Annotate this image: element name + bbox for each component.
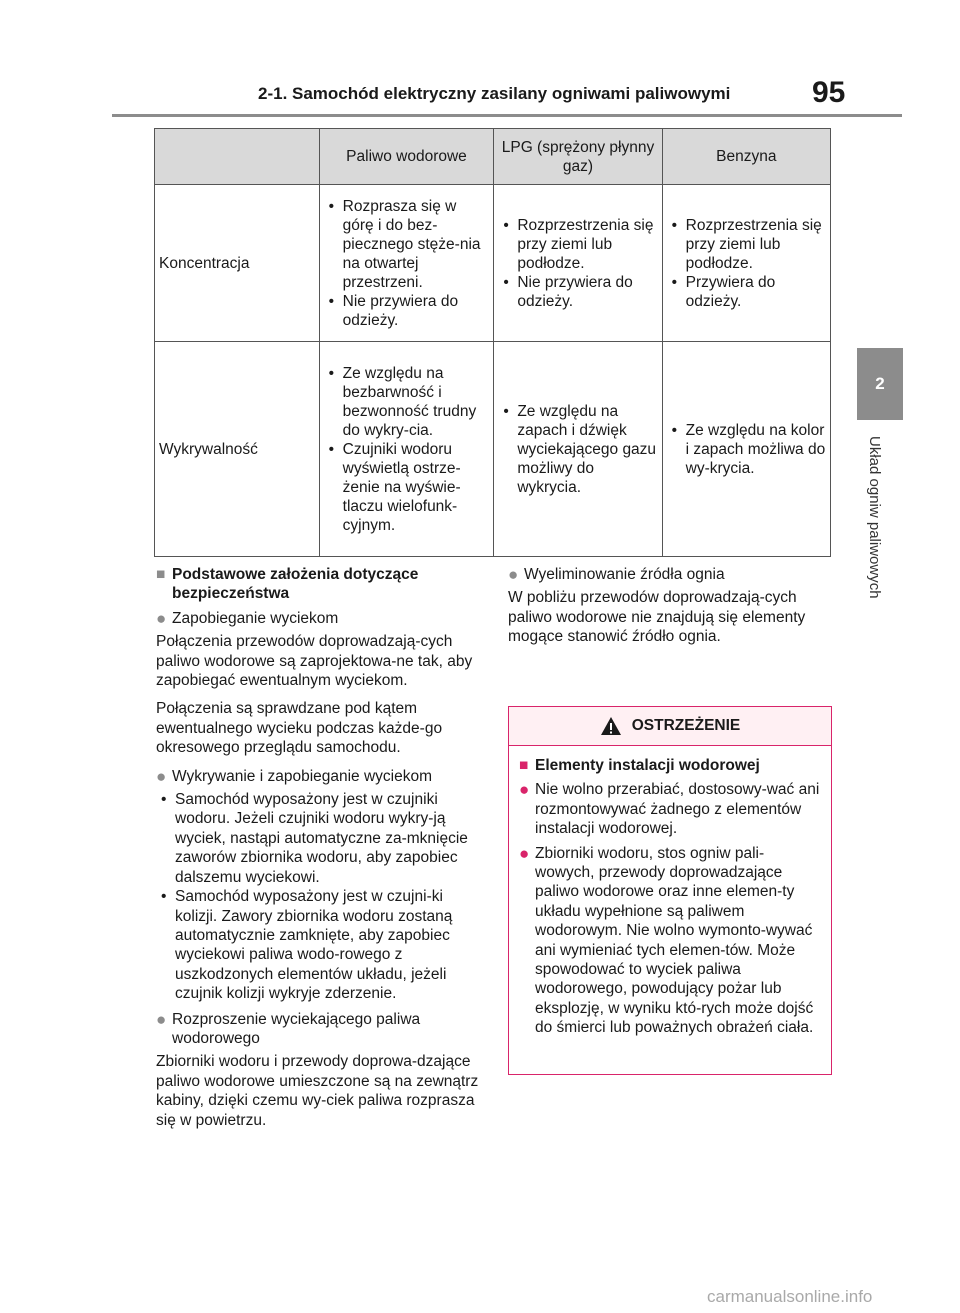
table-row-label: Koncentracja	[155, 185, 320, 342]
table-row	[155, 185, 831, 342]
bullet-item: • Ze względu na kolor i zapach możliwa do wy-krycia.	[667, 421, 826, 478]
warning-section-title: Elementy instalacji wodorowej	[535, 757, 760, 774]
round-bullet-icon: ●	[519, 843, 530, 863]
table-header-cell	[155, 129, 320, 185]
bullet-item: • Rozprzestrzenia się przy ziemi lub podłodze.	[667, 216, 826, 273]
warning-item	[519, 844, 823, 1038]
warning-header	[509, 707, 831, 746]
watermark: carmanualsonline.info	[707, 1287, 873, 1306]
square-bullet-icon: ■	[156, 566, 166, 583]
chapter-tab-label: Układ ogniw paliwowych	[866, 436, 883, 599]
warning-body	[509, 746, 831, 1038]
table-cell	[494, 185, 662, 342]
subsection-title: Wyeliminowanie źródła ognia	[524, 566, 725, 583]
subsection-title: Rozproszenie wyciekającego paliwa wodorowego	[172, 1010, 421, 1047]
subsection-heading	[156, 767, 486, 786]
round-bullet-icon: ●	[519, 780, 530, 800]
bullet-item: • Przywiera do odzieży.	[667, 273, 826, 311]
subsection-heading	[156, 609, 486, 628]
subsection-title: Zapobieganie wyciekom	[172, 609, 339, 627]
paragraph: Zbiorniki wodoru i przewody doprowa-dzające paliwo wodorowe umieszczone są na zewnątrz kabiny, dzięki czemu wy-ciek paliwa rozprasza się w powietrzu.	[156, 1053, 479, 1129]
warning-item-text: Nie wolno przerabiać, dostosowy-wać ani rozmontowywać żadnego z elementów instalacji wodorowej.	[535, 781, 820, 838]
page-header-title: 2-1. Samochód elektryczny zasilany ogniwami paliwowymi	[258, 84, 731, 103]
subsection-heading	[156, 1010, 486, 1049]
subsection-heading	[508, 565, 832, 584]
bullet-item: • Nie przywiera do odzieży.	[324, 292, 490, 330]
right-column	[508, 565, 832, 656]
bullet-item: • Rozprzestrzenia się przy ziemi lub podłodze.	[498, 216, 657, 273]
bullet-item: • Nie przywiera do odzieży.	[498, 273, 657, 311]
bullet-item: • Samochód wyposażony jest w czujniki wodoru. Jeżeli czujniki wodoru wykry-ją wyciek, nastąpi automatyczne za-mknięcie zaworów zbiornika wodoru, aby zapobiec dalszemu wyciekowi.	[156, 790, 486, 887]
warning-section-heading	[519, 756, 823, 775]
bullet-item: • Rozprasza się w górę i do bez-piecznego stęże-nia na otwartej przestrzeni.	[324, 197, 490, 292]
table-cell	[662, 342, 830, 557]
subsection-title: Wykrywanie i zapobieganie wyciekom	[172, 767, 433, 785]
square-bullet-icon: ■	[519, 757, 529, 774]
warning-triangle-icon	[600, 716, 622, 736]
table-header-cell: Paliwo wodorowe	[319, 129, 494, 185]
section-title: Podstawowe założenia dotyczące bezpieczeństwa	[172, 566, 419, 603]
table-header-row	[155, 129, 831, 185]
warning-item-text: Zbiorniki wodoru, stos ogniw pali-wowych, przewody doprowadzające paliwo wodorowe oraz inne elemen-ty układu wypełnione są paliwem wodorowym. Nie wolno wymonto-wywać ani wymieniać tych elemen-tów. Może spowodować to wyciek paliwa wodorowego, powodujący pożar lub eksplozję, w wyniku któ-rych może dojść do śmierci lub poważnych obrażeń ciała.	[535, 844, 814, 1037]
warning-box	[508, 706, 832, 1075]
round-bullet-icon: ●	[156, 1009, 167, 1029]
table-cell	[319, 342, 494, 557]
round-bullet-icon: ●	[156, 608, 167, 628]
section-heading	[156, 565, 486, 604]
table-header-cell: LPG (sprężony płynny gaz)	[494, 129, 662, 185]
bullet-item: • Ze względu na bezbarwność i bezwonność trudny do wykry-cia.	[324, 364, 490, 440]
header-divider	[112, 114, 902, 117]
paragraph: W pobliżu przewodów doprowadzają-cych paliwo wodorowe nie znajdują się elementy mogące stanowić źródło ognia.	[508, 589, 806, 646]
table-cell	[494, 342, 662, 557]
paragraph: Połączenia są sprawdzane pod kątem ewentualnego wycieku podczas każde-go okresowego przeglądu samochodu.	[156, 700, 443, 757]
warning-item	[519, 780, 823, 838]
chapter-tab: 2	[857, 348, 903, 420]
round-bullet-icon: ●	[508, 565, 519, 584]
left-column	[156, 565, 486, 1139]
table-header-cell: Benzyna	[662, 129, 830, 185]
fuel-comparison-table	[154, 128, 831, 557]
round-bullet-icon: ●	[156, 766, 167, 786]
table-row-label: Wykrywalność	[155, 342, 320, 557]
bullet-item: • Czujniki wodoru wyświetlą ostrze-żenie na wyświe-tlaczu wielofunk-cyjnym.	[324, 440, 490, 535]
table-cell	[662, 185, 830, 342]
table-row	[155, 342, 831, 557]
bullet-item: • Samochód wyposażony jest w czujni-ki kolizji. Zawory zbiornika wodoru zostaną automatycznie zamknięte, aby zapobiec wyciekowi paliwa wodo-rowego z uszkodzonych elementów układu, jeżeli czujnik kolizji wykryje zderzenie.	[156, 887, 486, 1003]
bullet-list	[156, 790, 486, 1003]
warning-title: OSTRZEŻENIE	[631, 717, 741, 735]
table-cell	[319, 185, 494, 342]
bullet-item: • Ze względu na zapach i dźwięk wyciekającego gazu możliwy do wykrycia.	[498, 402, 657, 497]
paragraph: Połączenia przewodów doprowadzają-cych paliwo wodorowe są zaprojektowa-ne tak, aby zapobiegać ewentualnym wyciekom.	[156, 633, 473, 690]
page-number: 95	[812, 76, 846, 109]
